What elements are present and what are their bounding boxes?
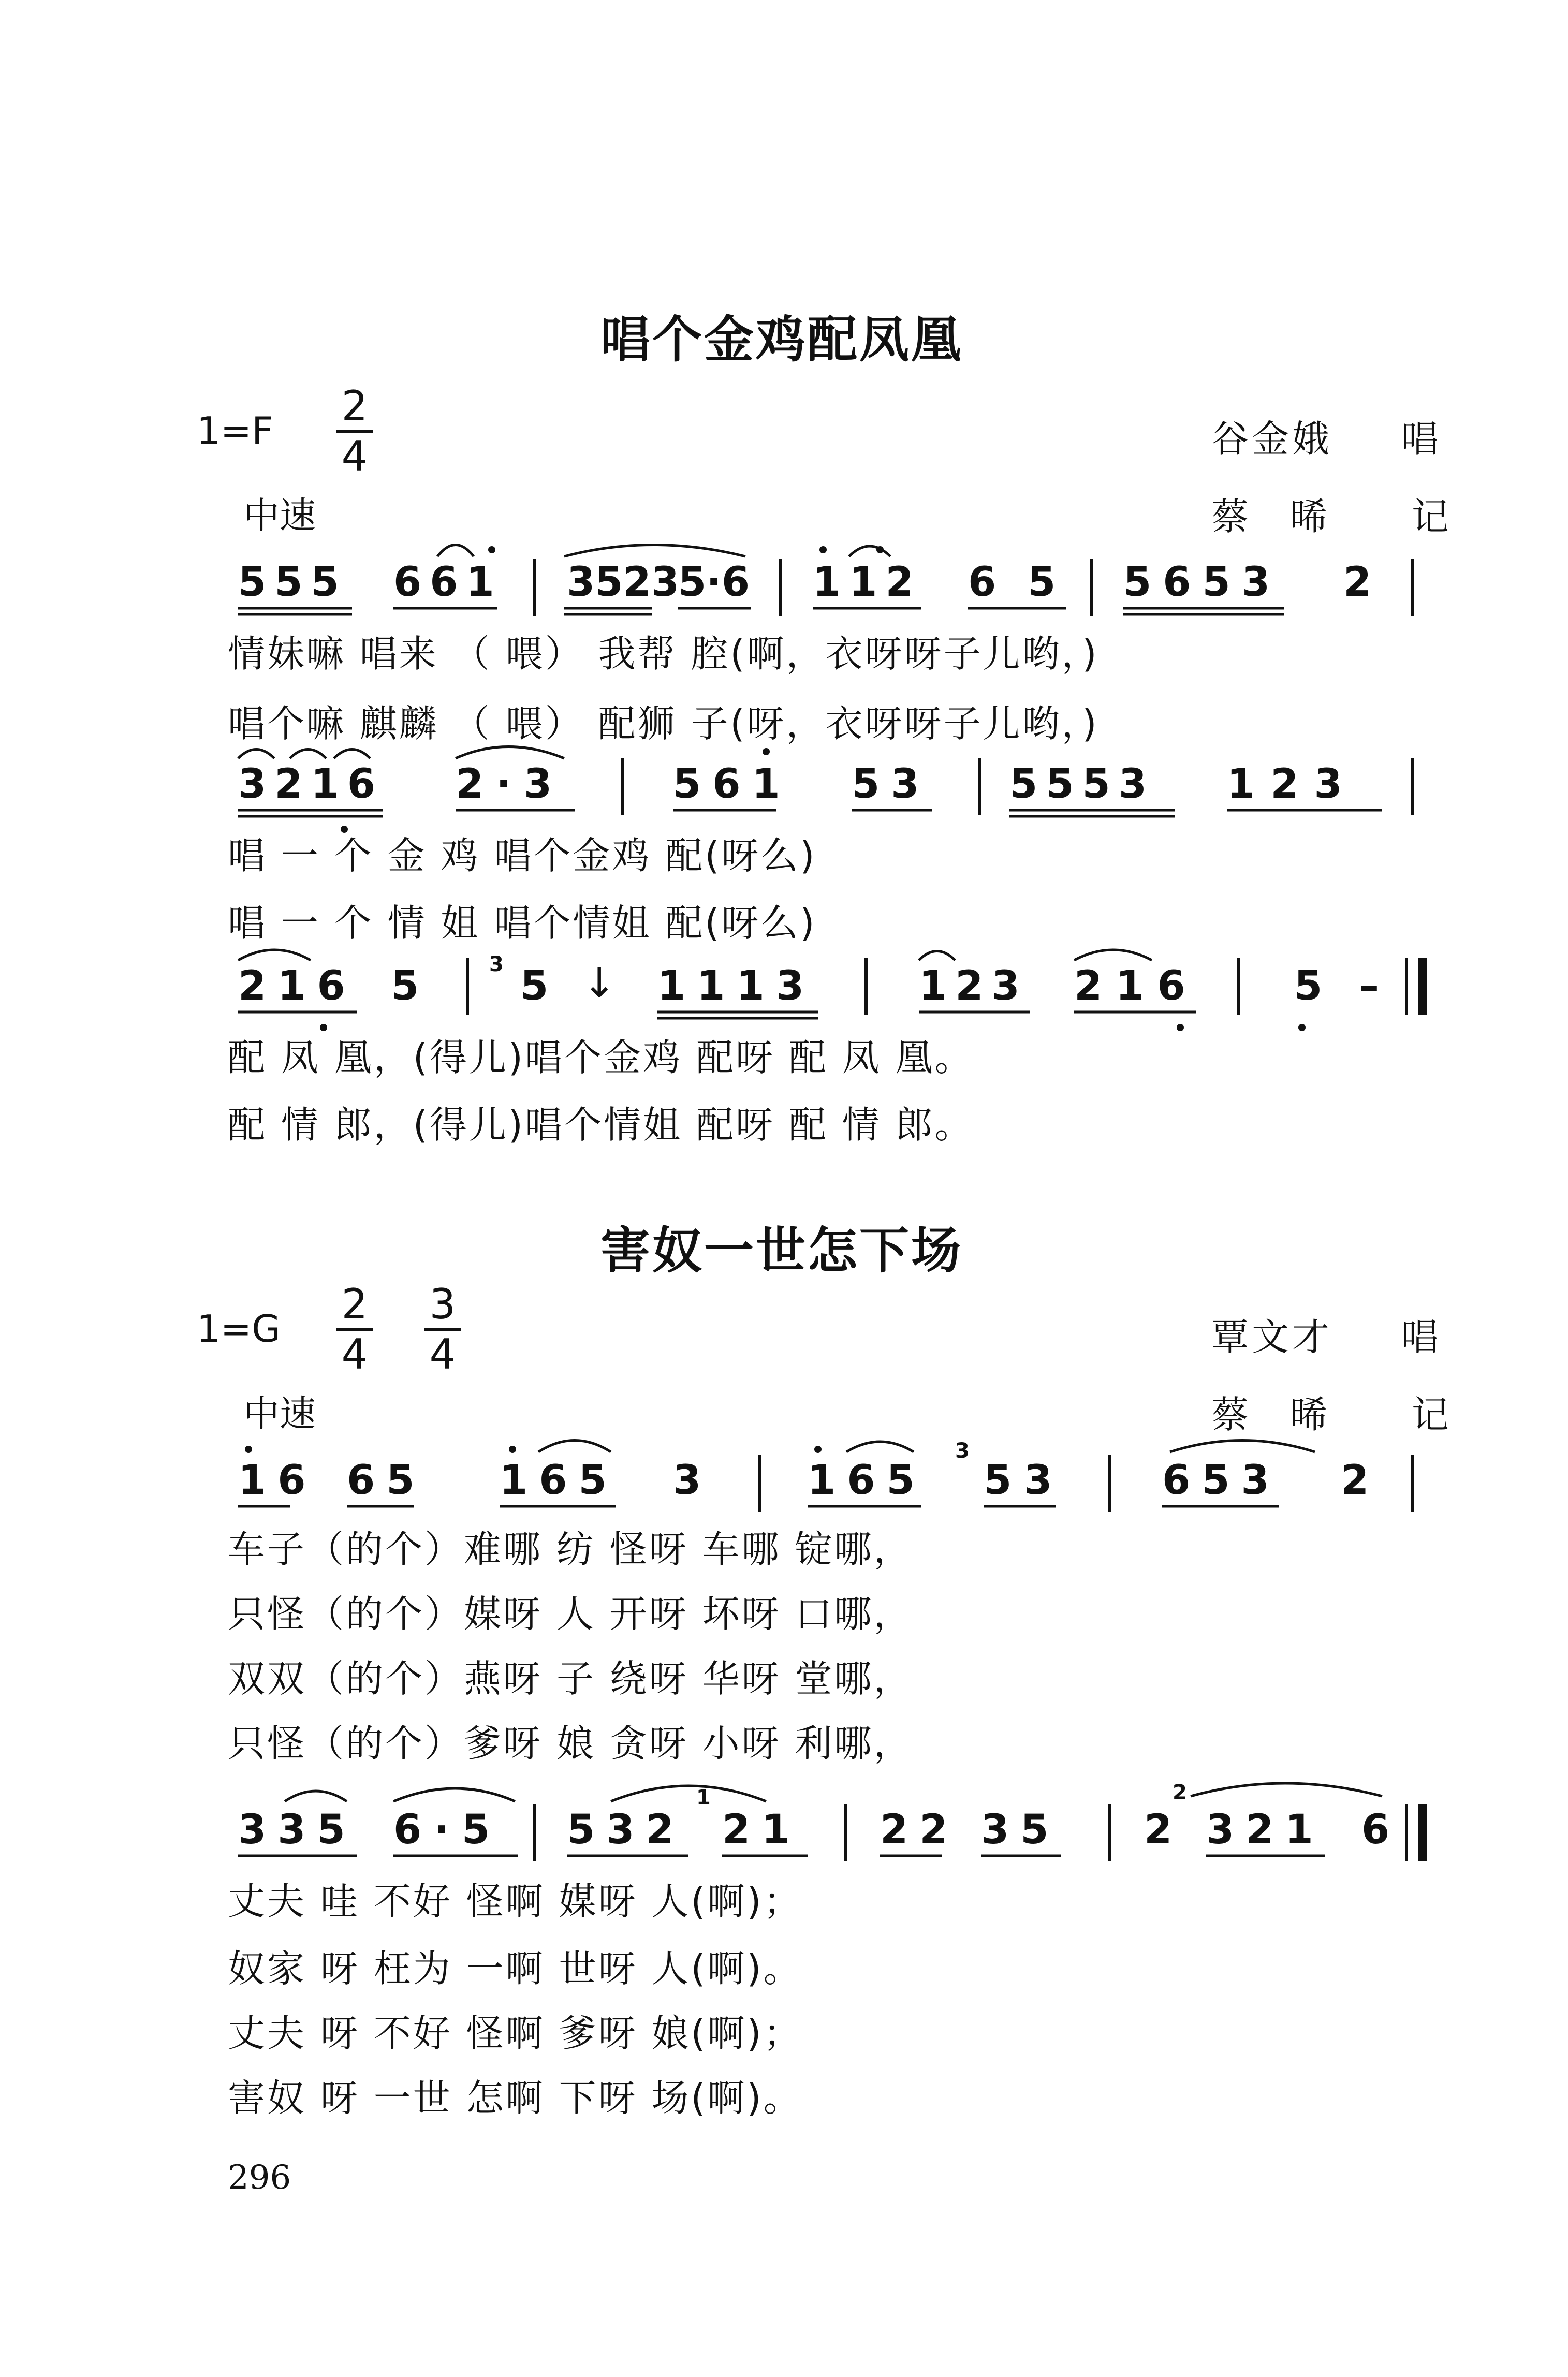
song2-tempo: 中速: [243, 1392, 316, 1435]
song1-line2-lyric-verse1: 唱 一 个 金 鸡 唱个金鸡 配(呀么): [228, 834, 817, 877]
slur: [456, 747, 564, 759]
song1-tempo: 中速: [243, 494, 316, 537]
octave-dot: [488, 546, 495, 553]
song2-title: 害奴一世怎下场: [600, 1222, 963, 1280]
beam: [238, 608, 352, 614]
grace-note: 1: [696, 1786, 711, 1810]
song1-title: 唱个金鸡配凤凰: [600, 311, 963, 369]
page-number: 296: [228, 2159, 291, 2197]
note-group: 123: [919, 963, 1028, 1009]
note-group: 5553: [1009, 761, 1155, 808]
note-group: 5·6: [678, 559, 750, 606]
slur: [919, 951, 955, 961]
grace-note: 3: [489, 952, 504, 976]
note-group: 653: [1162, 1457, 1281, 1504]
note-group: 1113: [657, 963, 816, 1009]
song2-line2-lyric-verse3: 丈夫 呀 不好 怪啊 爹呀 娘(啊)；: [228, 2012, 803, 2055]
grace-note: 3: [955, 1439, 970, 1463]
note-group: 335: [238, 1807, 357, 1853]
slur: [1191, 1783, 1382, 1796]
grace-note: 2: [1173, 1781, 1187, 1804]
song2-key: 1=G: [197, 1307, 281, 1351]
song1-line3-lyric-verse2: 配 情 郎，(得儿)唱个情姐 配呀 配 情 郎。: [228, 1103, 974, 1147]
note-group: 561: [673, 761, 792, 808]
note-group: 2: [1144, 1807, 1181, 1853]
note-group: 165: [500, 1457, 618, 1504]
song2-line1-lyric-verse3: 双双（的个）燕呀 子 绕呀 华呀 堂哪，: [228, 1657, 913, 1700]
note-group: 53: [852, 761, 931, 808]
note-group: 321: [1206, 1807, 1325, 1853]
octave-dot: [320, 1024, 327, 1031]
beam: [657, 1012, 818, 1018]
note-group: 16: [238, 1457, 317, 1504]
recorder-role: 记: [1411, 495, 1470, 538]
song1-key: 1=F: [197, 409, 273, 452]
octave-dot: [814, 1446, 822, 1453]
slur: [238, 950, 311, 960]
singer-name: 覃文才: [1211, 1315, 1333, 1359]
song2-line2-lyric-verse4: 害奴 呀 一世 怎啊 下呀 场(啊)。: [228, 2076, 803, 2120]
slur: [538, 1441, 611, 1452]
note-group: 35: [981, 1807, 1060, 1853]
note-group: 216: [1074, 963, 1199, 1009]
slur: [290, 750, 326, 759]
recorder-name: 蔡晞: [1211, 1393, 1369, 1436]
note-group: 3216: [238, 761, 384, 808]
note-group: 532: [567, 1807, 685, 1853]
note-group: 555: [238, 559, 347, 606]
slur: [1170, 1441, 1315, 1452]
time-denominator: 4: [429, 1330, 456, 1378]
slur: [334, 750, 370, 759]
note-group: 6: [968, 559, 1005, 606]
time-numerator: 2: [341, 1280, 368, 1328]
note-group: 661: [393, 559, 503, 606]
octave-dot: [341, 826, 348, 833]
beam: [1009, 810, 1175, 816]
time-numerator: 3: [429, 1280, 456, 1328]
time-numerator: 2: [341, 382, 368, 430]
slur: [437, 545, 474, 557]
song2-line2-lyric-verse2: 奴家 呀 枉为 一啊 世呀 人(啊)。: [228, 1947, 803, 1990]
slur: [238, 750, 274, 759]
slur: [285, 1791, 347, 1801]
slide-arrow: ↓: [582, 960, 625, 1007]
dash: –: [1359, 963, 1387, 1009]
beam: [1123, 608, 1284, 614]
song2-line2-lyric-verse1: 丈夫 哇 不好 怪啊 媒呀 人(啊)；: [228, 1880, 803, 1923]
slur: [1074, 950, 1152, 960]
singer-role: 唱: [1401, 1315, 1459, 1359]
note-group: 3523: [567, 559, 680, 606]
song2-line1-lyric-verse4: 只怪（的个）爹呀 娘 贪呀 小呀 利哪，: [228, 1722, 913, 1765]
note-group: 5: [1028, 559, 1064, 606]
note-group: 2: [1343, 559, 1380, 606]
singer-name: 谷金娥: [1211, 417, 1333, 461]
octave-dot: [876, 546, 884, 553]
octave-dot: [1177, 1024, 1184, 1031]
recorder-role: 记: [1411, 1393, 1470, 1436]
note-group: 6·5: [393, 1807, 503, 1853]
note-group: 5: [391, 963, 428, 1009]
slur: [393, 1788, 515, 1801]
slur: [611, 1786, 766, 1801]
time-denominator: 4: [341, 432, 368, 480]
slur: [849, 546, 890, 556]
note-group: 5653: [1123, 559, 1282, 606]
octave-dot: [763, 748, 770, 755]
note-group: 53: [984, 1457, 1065, 1504]
singer-role: 唱: [1401, 417, 1459, 461]
song2-line1-lyric-verse1: 车子（的个）难哪 纺 怪呀 车哪 锭哪，: [228, 1528, 913, 1571]
octave-dot: [245, 1446, 252, 1453]
slur: [564, 545, 745, 557]
note-group: 3: [673, 1457, 710, 1504]
note-group: 65: [347, 1457, 426, 1504]
note-group: 2·3: [456, 761, 565, 808]
octave-dot: [1298, 1024, 1306, 1031]
note-group: 165: [808, 1457, 926, 1504]
song1-line1-lyric-verse1: 情妹嘛 唱来 （ 喂） 我帮 腔(啊，衣呀呀子儿哟，): [228, 632, 1099, 676]
song1-line3-lyric-verse1: 配 凤 凰，(得儿)唱个金鸡 配呀 配 凤 凰。: [228, 1036, 974, 1079]
note-group: 216: [238, 963, 357, 1009]
note-group: 6: [1361, 1807, 1398, 1853]
note-group: 21: [722, 1807, 801, 1853]
recorder-name: 蔡晞: [1211, 495, 1369, 538]
note-group: 112: [813, 559, 922, 606]
note-group: 5: [1294, 963, 1331, 1009]
note-group: 5: [520, 963, 557, 1009]
octave-dot: [509, 1446, 516, 1453]
note-group: 123: [1227, 761, 1358, 808]
song1-line1-lyric-verse2: 唱个嘛 麒麟 （ 喂） 配狮 子(呀，衣呀呀子儿哟，): [228, 702, 1099, 745]
slur: [846, 1442, 914, 1452]
note-group: 22: [880, 1807, 959, 1853]
note-group: 2: [1341, 1457, 1378, 1504]
song1-line2-lyric-verse2: 唱 一 个 情 姐 唱个情姐 配(呀么): [228, 901, 817, 945]
beam: [564, 608, 652, 614]
song2-line1-lyric-verse2: 只怪（的个）媒呀 人 开呀 坏呀 口哪，: [228, 1592, 913, 1636]
time-denominator: 4: [341, 1330, 368, 1378]
octave-dot: [819, 546, 827, 553]
beam: [238, 810, 383, 816]
